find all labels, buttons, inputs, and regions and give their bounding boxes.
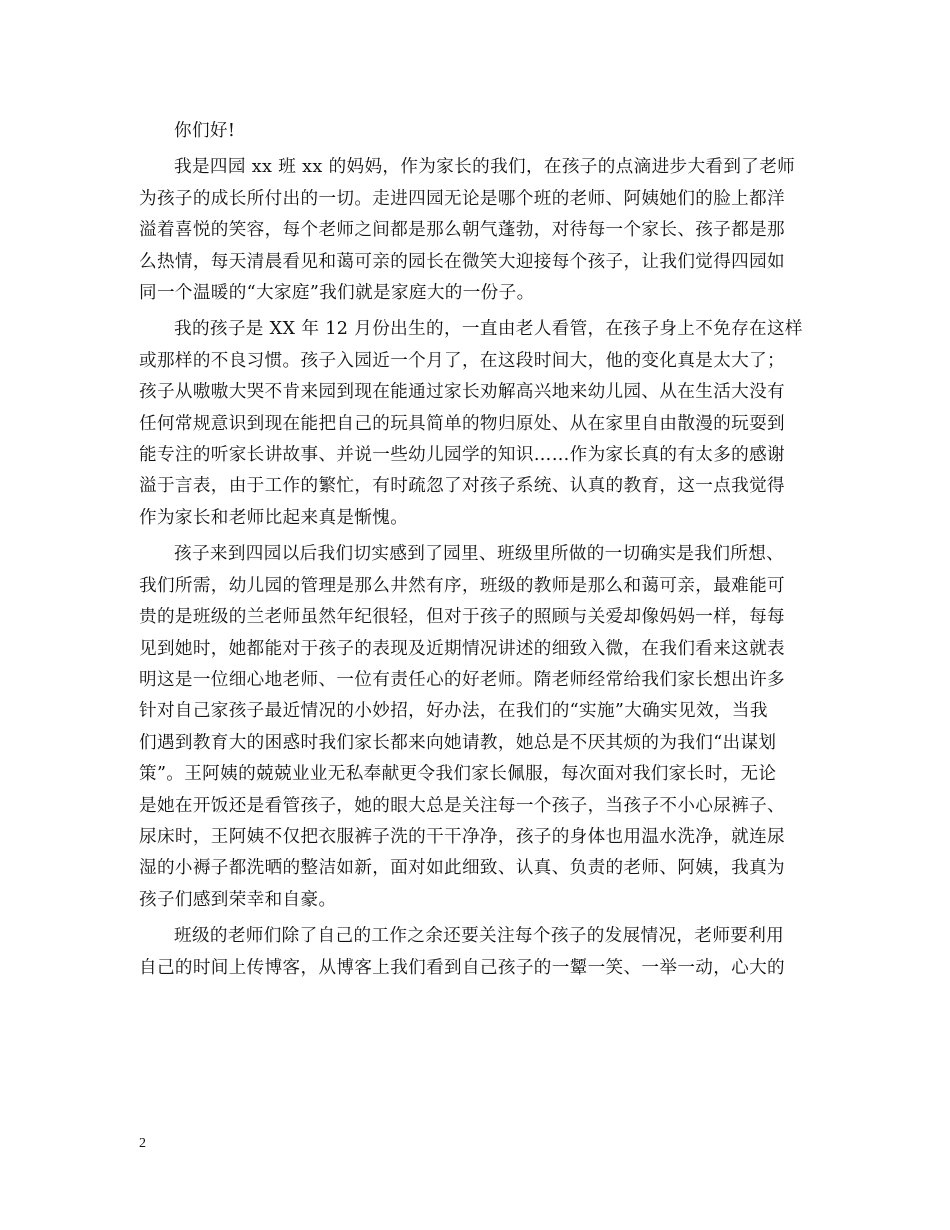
text-line: 贵的是班级的兰老师虽然年纪很轻，但对于孩子的照顾与关爱却像妈妈一样，每每: [139, 607, 785, 628]
text-line: 作为家长和老师比起来真是惭愧。: [139, 507, 409, 528]
text-line: 我们所需，幼儿园的管理是那么井然有序，班级的教师是那么和蔼可亲，最难能可: [139, 575, 785, 596]
text-line: 任何常规意识到现在能把自己的玩具简单的物归原处、从在家里自由散漫的玩耍到: [139, 413, 785, 434]
text-line: 是她在开饭还是看管孩子，她的眼大总是关注每一个孩子，当孩子不小心尿裤子、: [139, 795, 785, 816]
paragraph-child-changes: [139, 314, 812, 534]
text-line: 明这是一位细心地老师、一位有责任心的好老师。隋老师经常给我们家长想出许多: [139, 669, 785, 690]
text-line: 尿床时，王阿姨不仅把衣服裤子洗的干干净净，孩子的身体也用温水洗净，就连尿: [139, 826, 785, 847]
paragraph-introduction: [139, 152, 812, 309]
text-line: 么热情，每天清晨看见和蔼可亲的园长在微笑大迎接每个孩子，让我们觉得四园如: [139, 251, 785, 272]
text-line: 你们好!: [174, 121, 236, 141]
text-line: 策”。王阿姨的兢兢业业无私奉献更令我们家长佩服，每次面对我们家长时，无论: [139, 764, 777, 785]
text-line: 我是四园 xx 班 xx 的妈妈，作为家长的我们，在孩子的点滴进步大看到了老师: [174, 157, 796, 178]
page-number: 2: [139, 1136, 146, 1151]
text-line: 孩子从嗷嗷大哭不肯来园到现在能通过家长劝解高兴地来幼儿园、从在生活大没有: [139, 382, 785, 403]
text-line: 溢于言表，由于工作的繁忙，有时疏忽了对孩子系统、认真的教育，这一点我觉得: [139, 476, 785, 497]
text-line: 为孩子的成长所付出的一切。走进四园无论是哪个班的老师、阿姨她们的脸上都洋: [139, 188, 785, 209]
text-line: 能专注的听家长讲故事、并说一些幼儿园学的知识……作为家长真的有太多的感谢: [139, 445, 785, 466]
text-line: 湿的小褥子都洗晒的整洁如新，面对如此细致、认真、负责的老师、阿姨，我真为: [139, 858, 785, 879]
text-line: 或那样的不良习惯。孩子入园近一个月了，在这段时间大，他的变化真是太大了；: [139, 350, 785, 371]
text-line: 自己的时间上传博客，从博客上我们看到自己孩子的一颦一笑、一举一动，心大的: [139, 957, 785, 978]
text-line: 我的孩子是 XX 年 12 月份出生的，一直由老人看管，在孩子身上不免存在这样: [174, 319, 803, 340]
text-line: 同一个温暖的“大家庭”我们就是家庭大的一份子。: [139, 283, 535, 304]
paragraph-class-blog: [139, 921, 812, 984]
body-text: [139, 116, 812, 989]
paragraph-greeting: [139, 116, 812, 147]
text-line: 针对自己家孩子最近情况的小妙招，好办法，在我们的“实施”大确实见效，当我: [139, 701, 768, 722]
text-line: 们遇到教育大的困惑时我们家长都来向她请教，她总是不厌其烦的为我们“出谋划: [139, 732, 777, 753]
text-line: 孩子来到四园以后我们切实感到了园里、班级里所做的一切确实是我们所想、: [174, 544, 785, 565]
text-line: 溢着喜悦的笑容，每个老师之间都是那么朝气蓬勃，对待每一个家长、孩子都是那: [139, 220, 785, 241]
paragraph-teacher-praise: [139, 539, 812, 916]
text-line: 见到她时，她都能对于孩子的表现及近期情况讲述的细致入微，在我们看来这就表: [139, 638, 785, 659]
text-line: 班级的老师们除了自己的工作之余还要关注每个孩子的发展情况，老师要利用: [174, 926, 785, 947]
text-line: 孩子们感到荣幸和自豪。: [139, 889, 337, 910]
